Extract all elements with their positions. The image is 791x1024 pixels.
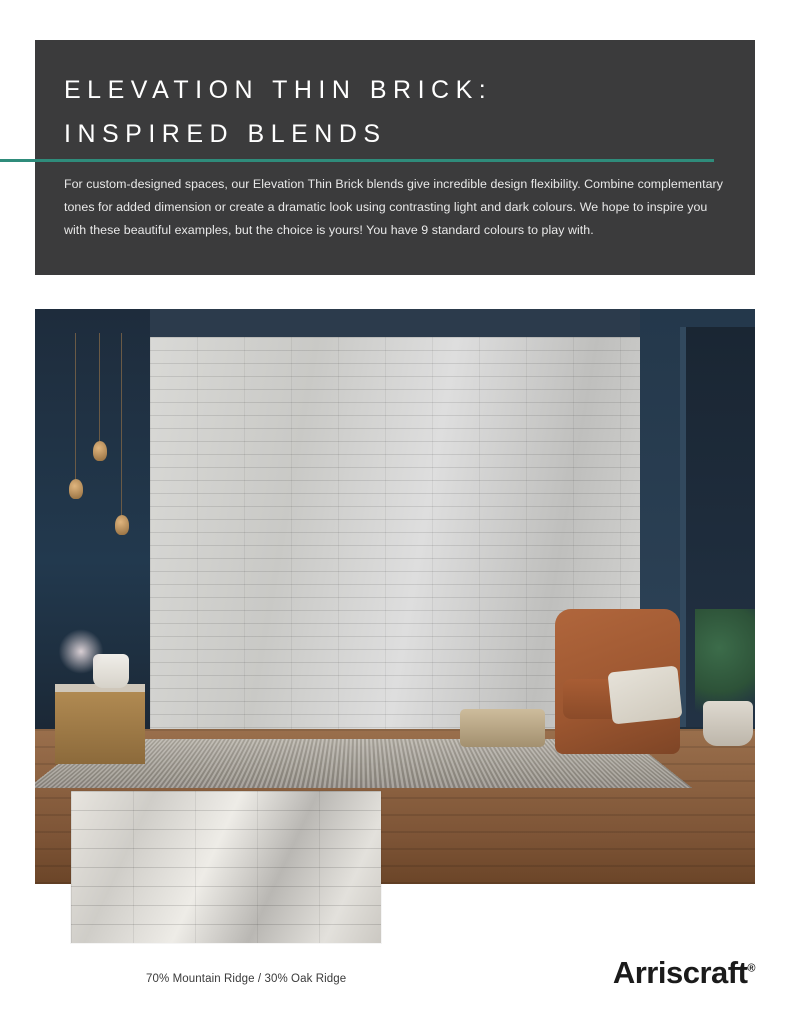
title-line-2: INSPIRED BLENDS (64, 120, 387, 148)
intro-paragraph: For custom-designed spaces, our Elevation Thin Brick blends give incredible design flexibility. Combine complementary tones for added dimension or create a dramatic look using contrasting light and dark colours. We hope to inspire you with these beautiful examples, but the choice is yours! You have 9 standard colours to play with. (64, 177, 723, 237)
photo-planter-pot (703, 701, 753, 746)
blend-swatch-image (71, 791, 381, 943)
brand-logo-text: Arriscraft (612, 955, 748, 990)
photo-coffee-table (460, 709, 545, 747)
blend-swatch-caption: 70% Mountain Ridge / 30% Oak Ridge (146, 973, 347, 985)
brand-logo (613, 955, 755, 991)
title-line-1: ELEVATION THIN BRICK: (64, 76, 493, 104)
photo-flowers (55, 629, 107, 674)
header-panel (35, 40, 755, 275)
accent-divider (0, 160, 714, 162)
photo-console-table (55, 684, 145, 764)
accent-divider-bar (0, 159, 714, 162)
photo-pendant-lights (47, 319, 157, 549)
registered-trademark-icon: ® (747, 962, 755, 975)
page-title (64, 68, 724, 156)
photo-throw-blanket (607, 665, 682, 724)
